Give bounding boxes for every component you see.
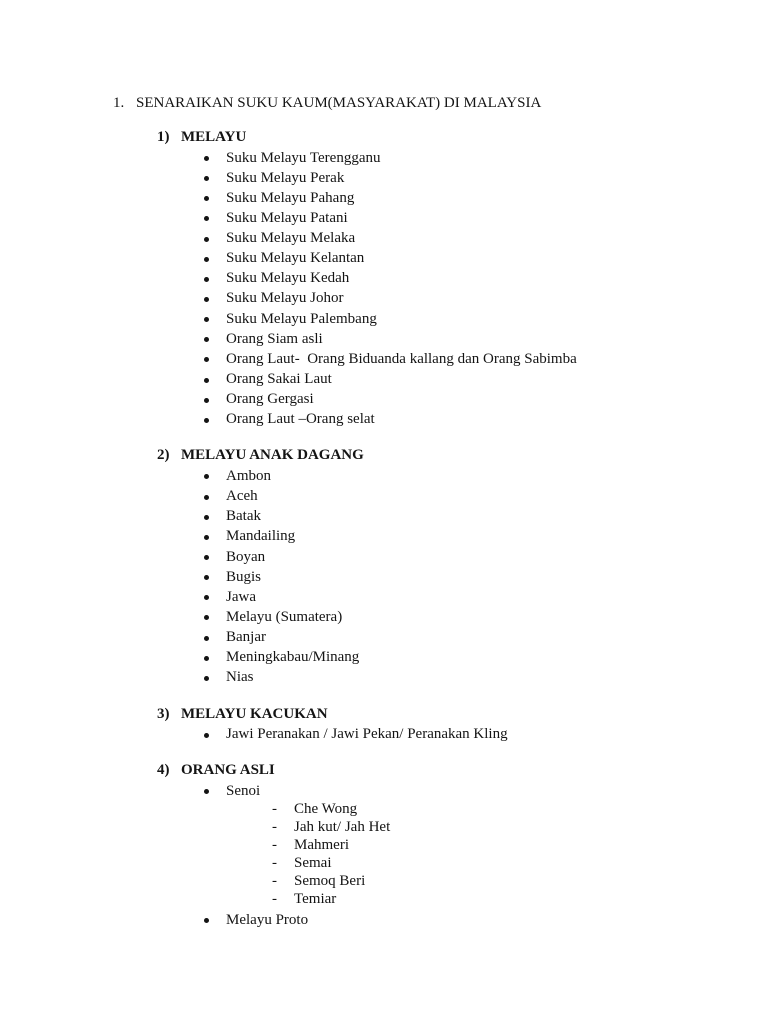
- list-item-text: Mandailing: [226, 528, 296, 545]
- bullet-icon: [204, 535, 209, 540]
- list-item-text: Bugis: [226, 568, 262, 585]
- list-item-text: Suku Melayu Melaka: [226, 230, 356, 247]
- list-item-text: Senoi: [226, 782, 261, 799]
- list-item-text: Suku Melayu Kelantan: [226, 250, 365, 267]
- list-item: [0, 309, 768, 329]
- list-item-text: Meningkabau/Minang: [226, 649, 360, 666]
- bullet-icon: [204, 277, 209, 282]
- section-heading: [0, 704, 768, 724]
- section-heading: [0, 445, 768, 465]
- bullet-icon: [204, 636, 209, 641]
- list-item: [0, 188, 768, 208]
- bullet-icon: [204, 156, 209, 161]
- bullet-list: [0, 724, 768, 744]
- dash-marker: -: [272, 818, 277, 835]
- section-title: MELAYU: [181, 129, 247, 145]
- list-item-text: Orang Laut- Orang Biduanda kallang dan Orang Sabimba: [226, 350, 577, 367]
- section-number: 4): [157, 762, 170, 779]
- list-item: [0, 627, 768, 647]
- list-item: [0, 667, 768, 687]
- list-item-text: Melayu (Sumatera): [226, 608, 343, 625]
- list-item-text: Orang Sakai Laut: [226, 371, 332, 388]
- list-item: [0, 329, 768, 349]
- bullet-icon: [204, 216, 209, 221]
- bullet-icon: [204, 515, 209, 520]
- list-item-text: Suku Melayu Pahang: [226, 189, 355, 206]
- section-title: MELAYU KACUKAN: [181, 705, 328, 722]
- bullet-icon: [204, 474, 209, 479]
- list-item-text: Orang Gergasi: [226, 391, 314, 408]
- sub-list-item-text: Mahmeri: [294, 836, 349, 853]
- list-item: [0, 288, 768, 308]
- list-item: [0, 248, 768, 268]
- question-line: [0, 93, 768, 113]
- list-item: [0, 369, 768, 389]
- section-heading: [0, 127, 768, 147]
- sub-list-item-text: Jah kut/ Jah Het: [294, 818, 391, 835]
- bullet-icon: [204, 398, 209, 403]
- bullet-list: [0, 148, 768, 430]
- dash-list: [0, 800, 768, 908]
- list-item: [0, 389, 768, 409]
- bullet-icon: [204, 555, 209, 560]
- list-item-text: Boyan: [226, 548, 266, 565]
- list-item-text: Batak: [226, 508, 261, 525]
- list-item: [0, 208, 768, 228]
- list-item: [0, 724, 768, 744]
- list-item-text: Suku Melayu Patani: [226, 209, 348, 226]
- list-item: [0, 148, 768, 168]
- list-item: [0, 910, 768, 930]
- sub-list-item: [0, 890, 768, 908]
- list-item-text: Suku Melayu Palembang: [226, 310, 377, 327]
- sub-list-item-text: Semoq Beri: [294, 872, 366, 889]
- list-item: [0, 268, 768, 288]
- bullet-icon: [204, 257, 209, 262]
- bullet-icon: [204, 418, 209, 423]
- section-title: MELAYU ANAK DAGANG: [181, 447, 364, 464]
- dash-marker: -: [272, 872, 277, 889]
- list-item-text: Suku Melayu Perak: [226, 169, 345, 186]
- list-item-text: Suku Melayu Kedah: [226, 270, 350, 287]
- section-number: 2): [157, 447, 170, 464]
- question-number: 1.: [113, 95, 125, 111]
- list-item: [0, 506, 768, 526]
- section-number: 3): [157, 705, 170, 722]
- list-item-text: Aceh: [226, 488, 258, 505]
- bullet-icon: [204, 237, 209, 242]
- sub-list-item-text: Che Wong: [294, 800, 358, 817]
- bullet-icon: [204, 595, 209, 600]
- list-item-text: Jawa: [226, 588, 256, 605]
- bullet-icon: [204, 575, 209, 580]
- list-item-text: Jawi Peranakan / Jawi Pekan/ Peranakan Kling: [226, 726, 508, 743]
- list-item: [0, 547, 768, 567]
- sub-list-item-text: Semai: [294, 854, 332, 871]
- list-item-text: Suku Melayu Johor: [226, 290, 344, 307]
- bullet-icon: [204, 196, 209, 201]
- list-item-text: Suku Melayu Terengganu: [226, 149, 381, 166]
- dash-marker: -: [272, 836, 277, 853]
- list-item-text: Melayu Proto: [226, 911, 309, 928]
- sub-list-item: [0, 818, 768, 836]
- list-item: [0, 647, 768, 667]
- dash-marker: -: [272, 800, 277, 817]
- list-item: [0, 526, 768, 546]
- bullet-icon: [204, 378, 209, 383]
- list-item-text: Orang Siam asli: [226, 330, 323, 347]
- bullet-icon: [204, 317, 209, 322]
- section-heading: [0, 760, 768, 780]
- sub-list-item: [0, 854, 768, 872]
- section-number: 1): [157, 129, 170, 145]
- sub-list-item: [0, 800, 768, 818]
- list-item: [0, 466, 768, 486]
- list-item-text: Nias: [226, 669, 254, 686]
- bullet-list: [0, 466, 768, 688]
- list-item: [0, 228, 768, 248]
- list-item: [0, 409, 768, 429]
- bullet-icon: [204, 656, 209, 661]
- bullet-icon: [204, 176, 209, 181]
- list-item: [0, 781, 768, 801]
- bullet-icon: [204, 495, 209, 500]
- bullet-icon: [204, 918, 209, 923]
- list-item: [0, 607, 768, 627]
- list-item: [0, 168, 768, 188]
- section-title: ORANG ASLI: [181, 762, 275, 779]
- bullet-icon: [204, 733, 209, 738]
- question-text: SENARAIKAN SUKU KAUM(MASYARAKAT) DI MALAYSIA: [136, 95, 542, 111]
- bullet-list: [0, 781, 768, 930]
- list-item-text: Banjar: [226, 629, 266, 646]
- list-item: [0, 587, 768, 607]
- sub-list-item: [0, 836, 768, 854]
- bullet-icon: [204, 789, 209, 794]
- document-body: [0, 93, 768, 930]
- bullet-icon: [204, 337, 209, 342]
- list-item: [0, 486, 768, 506]
- dash-marker: -: [272, 890, 277, 907]
- list-item: [0, 349, 768, 369]
- list-item-text: Ambon: [226, 467, 271, 484]
- sub-list-item: [0, 872, 768, 890]
- dash-marker: -: [272, 854, 277, 871]
- bullet-icon: [204, 676, 209, 681]
- list-item-text: Orang Laut –Orang selat: [226, 411, 375, 428]
- bullet-icon: [204, 357, 209, 362]
- list-item: [0, 567, 768, 587]
- bullet-icon: [204, 297, 209, 302]
- sub-list-item-text: Temiar: [294, 890, 337, 907]
- bullet-icon: [204, 615, 209, 620]
